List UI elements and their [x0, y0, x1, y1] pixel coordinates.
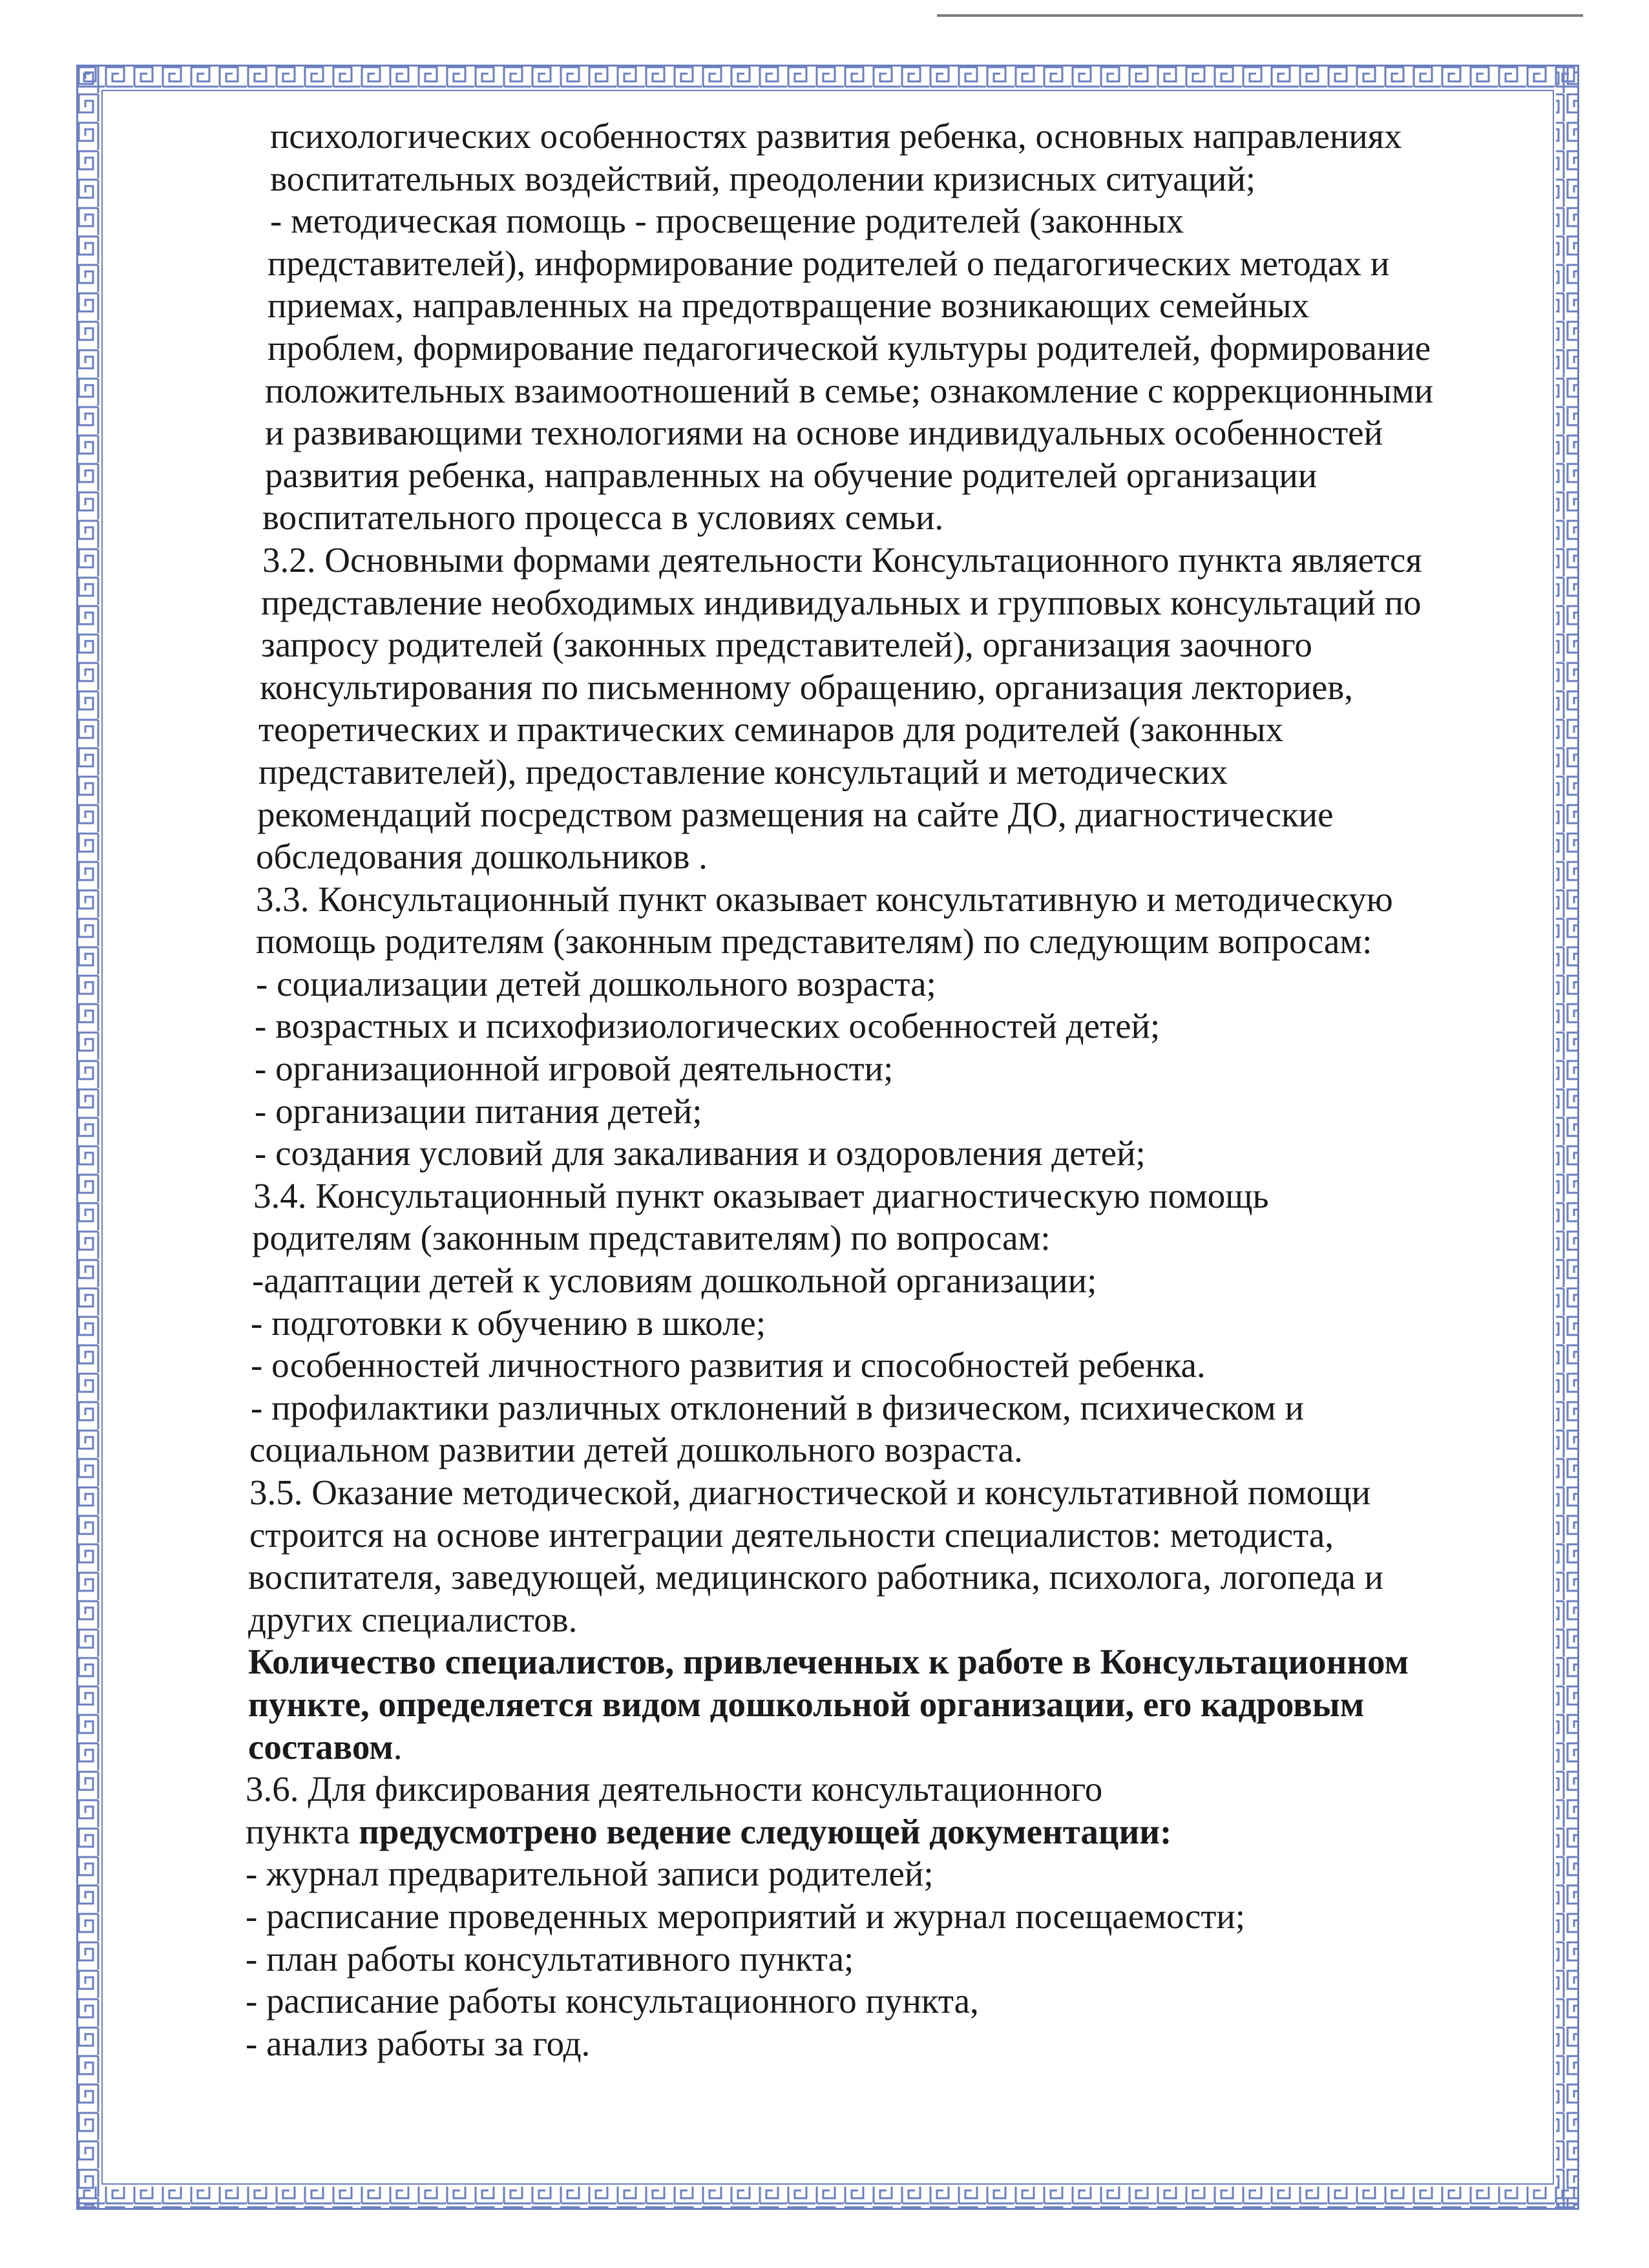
document-body — [246, 115, 1525, 2064]
punkt-prefix: пункта — [246, 1811, 359, 1851]
text-line: помощь родителям (законным представителям) по следующим вопросам: — [256, 921, 1372, 961]
text-line: рекомендаций посредством размещения на сайте ДО, диагностические — [257, 794, 1334, 834]
documentation-list-item: - план работы консультативного пункта; — [246, 1938, 854, 1979]
text-line: родителям (законным представителям) по вопросам: — [252, 1218, 1051, 1258]
text-line: строится на основе интеграции деятельности специалистов: методиста, — [249, 1515, 1334, 1555]
bold-text-line: составом. — [248, 1727, 403, 1767]
text-line: обследования дошкольников . — [256, 837, 708, 877]
text-line: 3.5. Оказание методической, диагностической и консультативной помощи — [249, 1473, 1371, 1512]
text-line: - социализации детей дошкольного возраста; — [256, 963, 936, 1003]
text-line: представление необходимых индивидуальных и групповых консультаций по — [261, 582, 1422, 622]
text-line: 3.2. Основными формами деятельности Консультационного пункта является — [262, 540, 1422, 580]
paragraph-block-main — [246, 115, 1525, 1641]
bold-text-line: пункте, определяется видом дошкольной организации, его кадровым — [248, 1684, 1365, 1724]
text-line: - методическая помощь - просвещение родителей (законных — [270, 201, 1184, 241]
text-line: развития ребенка, направленных на обучение родителей организации — [265, 455, 1318, 495]
text-line: 3.4. Консультационный пункт оказывает диагностическую помощь — [253, 1175, 1269, 1215]
text-line: воспитателя, заведующей, медицинского работника, психолога, логопеда и — [248, 1557, 1383, 1597]
text-line: воспитательного процесса в условиях семьи. — [262, 498, 944, 538]
text-line: приемах, направленных на предотвращение возникающих семейных — [268, 286, 1310, 326]
text-line: - профилактики различных отклонений в физическом, психическом и — [251, 1387, 1304, 1427]
scan-edge-line — [937, 14, 1583, 17]
documentation-list-item: - расписание проведенных мероприятий и журнал посещаемости; — [246, 1896, 1246, 1936]
text-line: воспитательных воздействий, преодолении кризисных ситуаций; — [270, 158, 1256, 198]
documentation-heading: предусмотрено ведение следующей документации: — [359, 1811, 1172, 1851]
text-line: теоретических и практических семинаров для родителей (законных — [258, 709, 1284, 750]
paragraph-block-bold — [246, 1641, 1525, 1768]
section-3-6-line: 3.6. Для фиксирования деятельности консультационного — [246, 1769, 1103, 1809]
documentation-list-item: - журнал предварительной записи родителей; — [246, 1854, 934, 1894]
text-line: - создания условий для закаливания и оздоровления детей; — [255, 1133, 1146, 1173]
text-line: и развивающими технологиями на основе индивидуальных особенностей — [265, 413, 1383, 453]
text-line: - организационной игровой деятельности; — [255, 1049, 894, 1089]
text-line: социальном развитии детей дошкольного возраста. — [249, 1430, 1023, 1470]
text-line: - организации питания детей; — [255, 1091, 702, 1131]
text-line: проблем, формирование педагогической культуры родителей, формирование — [268, 328, 1431, 368]
text-line: 3.3. Консультационный пункт оказывает консультативную и методическую — [256, 879, 1393, 919]
text-line: - особенностей личностного развития и способностей ребенка. — [251, 1345, 1206, 1385]
bold-text-line: Количество специалистов, привлеченных к работе в Консультационном — [248, 1642, 1409, 1682]
documentation-list-item: - анализ работы за год. — [246, 2023, 591, 2063]
text-line: консультирования по письменному обращению, организация лекториев, — [260, 667, 1353, 707]
documentation-list-item: - расписание работы консультационного пункта, — [246, 1981, 979, 2021]
documentation-list — [246, 1853, 1525, 2064]
text-line: - подготовки к обучению в школе; — [251, 1303, 766, 1343]
text-line: других специалистов. — [248, 1599, 578, 1639]
text-line: представителей), предоставление консультаций и методических — [258, 751, 1228, 792]
text-line: - возрастных и психофизиологических особенностей детей; — [255, 1006, 1161, 1046]
text-line: -адаптации детей к условиям дошкольной организации; — [252, 1261, 1097, 1301]
text-line: запросу родителей (законных представителей), организация заочного — [261, 625, 1312, 665]
text-line: психологических особенностях развития ребенка, основных направлениях — [270, 116, 1402, 156]
documentation-intro-line — [246, 1811, 1525, 1853]
text-line: представителей), информирование родителей о педагогических методах и — [268, 243, 1390, 283]
text-line: положительных взаимоотношений в семье; ознакомление с коррекционными — [265, 370, 1434, 410]
